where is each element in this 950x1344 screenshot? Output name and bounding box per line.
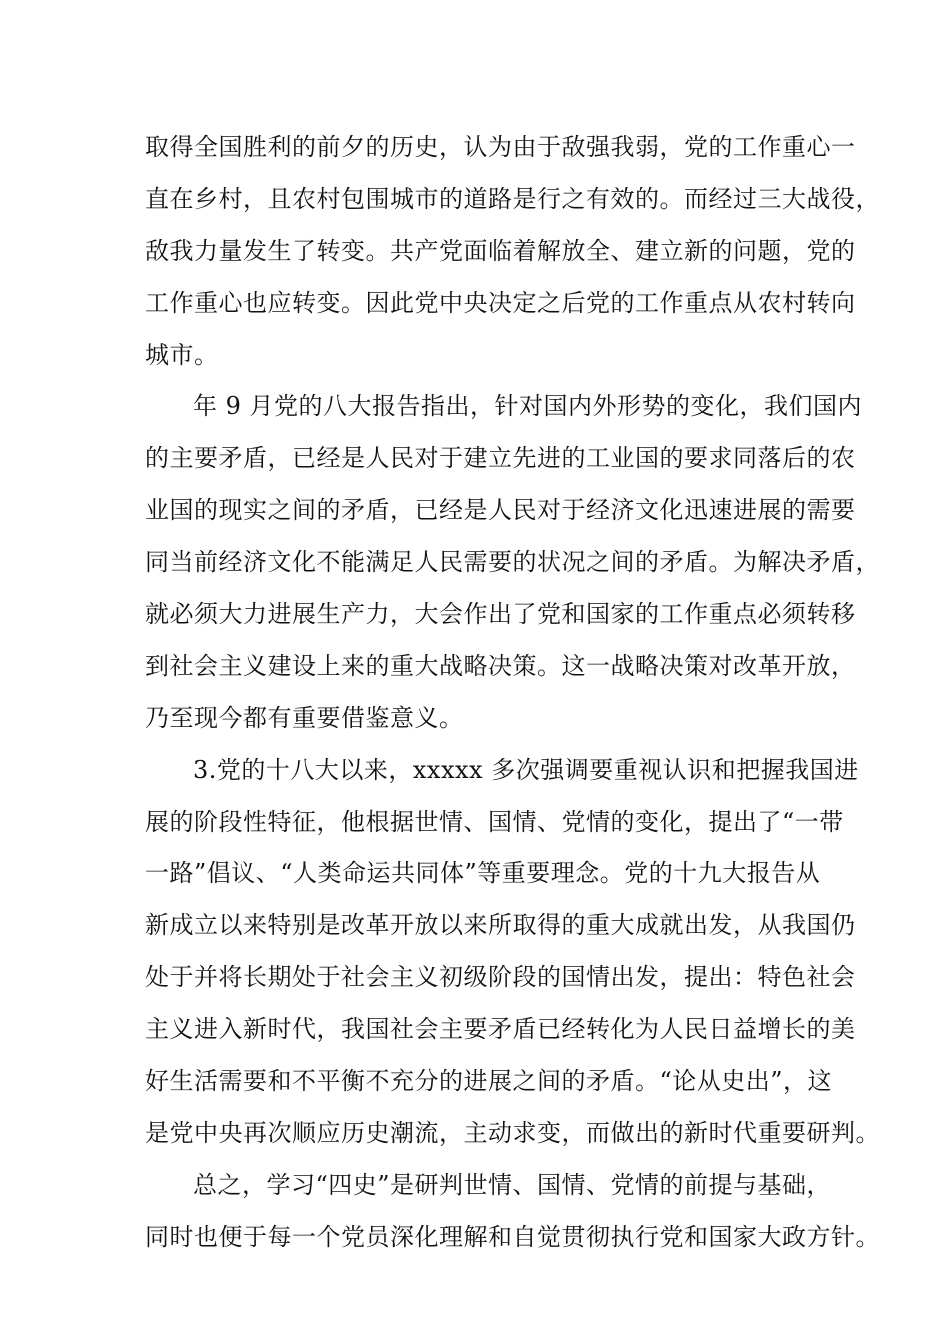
text-line: 敌我力量发生了转变。共产党面临着解放全、建立新的问题，党的 — [145, 236, 856, 265]
text-line: 主义进入新时代，我国社会主要矛盾已经转化为人民日益增长的美 — [145, 1015, 856, 1044]
text-line: 城市。 — [145, 340, 219, 369]
text-line: 处于并将长期处于社会主义初级阶段的国情出发，提出：特色社会 — [145, 963, 856, 992]
text-line: 同当前经济文化不能满足人民需要的状况之间的矛盾。为解决矛盾， — [145, 548, 880, 577]
document-body — [145, 130, 880, 1272]
text-line: 的主要矛盾，已经是人民对于建立先进的工业国的要求同落后的农 — [145, 444, 856, 473]
text-line: 就必须大力进展生产力，大会作出了党和国家的工作重点必须转移 — [145, 600, 856, 629]
paragraph-start-line: 年 9 月党的八大报告指出，针对国内外形势的变化，我们国内 — [193, 392, 863, 421]
paragraph-start-line: 3.党的十八大以来，xxxxx 多次强调要重视认识和把握我国进 — [193, 755, 859, 784]
text-line: 新成立以来特别是改革开放以来所取得的重大成就出发，从我国仍 — [145, 911, 856, 940]
text-line: 取得全国胜利的前夕的历史，认为由于敌强我弱，党的工作重心一 — [145, 133, 856, 161]
text-line: 业国的现实之间的矛盾，已经是人民对于经济文化迅速进展的需要 — [145, 496, 856, 525]
text-line: 乃至现今都有重要借鉴意义。 — [145, 703, 464, 732]
text-line: 是党中央再次顺应历史潮流，主动求变，而做出的新时代重要研判。 — [145, 1118, 880, 1147]
text-line: 工作重心也应转变。因此党中央决定之后党的工作重点从农村转向 — [145, 288, 856, 317]
text-line: 到社会主义建设上来的重大战略决策。这一战略决策对改革开放， — [145, 651, 856, 680]
text-line: 直在乡村，且农村包围城市的道路是行之有效的。而经过三大战役， — [145, 184, 880, 213]
text-line: 一路”倡议、“人类命运共同体”等重要理念。党的十九大报告从 — [145, 859, 821, 888]
paragraph-start-line: 总之，学习“四史”是研判世情、国情、党情的前提与基础， — [193, 1170, 832, 1199]
text-line: 同时也便于每一个党员深化理解和自觉贯彻执行党和国家大政方针。 — [145, 1222, 880, 1251]
text-line: 展的阶段性特征，他根据世情、国情、党情的变化，提出了“一带 — [145, 807, 844, 836]
text-line: 好生活需要和不平衡不充分的进展之间的矛盾。“论从史出”，这 — [145, 1067, 833, 1096]
